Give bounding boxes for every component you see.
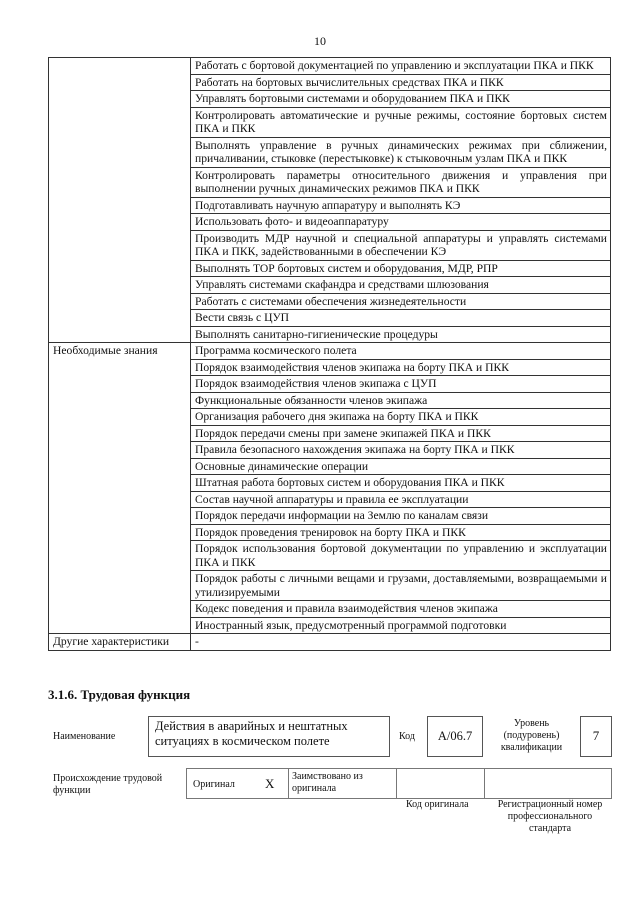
knowledge-item: Иностранный язык, предусмотренный программой подготовки <box>191 617 611 634</box>
skills-label <box>49 58 191 343</box>
name-label: Наименование <box>53 731 116 742</box>
skills-item: Производить МДР научной и специальной аппаратуры и управлять системами ПКА и ПКК, задействованными в обеспечении КЭ <box>191 230 611 260</box>
level-label: Уровень (подуровень) квалификации <box>500 718 563 753</box>
skills-item: Вести связь с ЦУП <box>191 310 611 327</box>
code-value: A/06.7 <box>437 729 473 743</box>
knowledge-label: Необходимые знания <box>49 343 191 634</box>
function-name-value: Действия в аварийных и нештатных ситуациях в космическом полете <box>155 719 348 748</box>
level-box <box>580 716 612 757</box>
knowledge-item: Правила безопасного нахождения экипажа на борту ПКА и ПКК <box>191 442 611 459</box>
skills-item: Работать на бортовых вычислительных средствах ПКА и ПКК <box>191 74 611 91</box>
knowledge-item: Порядок передачи информации на Землю по каналам связи <box>191 508 611 525</box>
skills-item: Использовать фото- и видеоаппаратуру <box>191 214 611 231</box>
reg-number-label: Регистрационный номер профессионального стандарта <box>497 799 603 834</box>
section-title: 3.1.6. Трудовая функция <box>48 687 191 702</box>
knowledge-item: Порядок использования бортовой документации по управлению и эксплуатации ПКА и ПКК <box>191 541 611 571</box>
table-row <box>49 634 611 651</box>
original-label: Оригинал <box>193 779 235 790</box>
skills-item: Управлять бортовыми системами и оборудованием ПКА и ПКК <box>191 91 611 108</box>
knowledge-item: Порядок передачи смены при замене экипажей ПКА и ПКК <box>191 425 611 442</box>
origin-label: Происхождение трудовой функции <box>53 773 163 796</box>
knowledge-item: Функциональные обязанности членов экипажа <box>191 392 611 409</box>
other-label: Другие характеристики <box>49 634 191 651</box>
knowledge-item: Порядок работы с личными вещами и грузами, доставляемыми, возвращаемыми и утилизируемыми <box>191 571 611 601</box>
skills-item: Выполнять санитарно-гигиенические процедуры <box>191 326 611 343</box>
knowledge-item: Порядок взаимодействия членов экипажа на борту ПКА и ПКК <box>191 359 611 376</box>
code-original-label: Код оригинала <box>406 799 469 810</box>
skills-item: Выполнять управление в ручных динамических режимах при сближении, причаливании, стыковке (перестыковке) к стыковочным узлам ПКА и ПКК <box>191 137 611 167</box>
table-row <box>49 343 611 360</box>
code-label: Код <box>399 731 415 742</box>
level-value: 7 <box>592 728 600 743</box>
original-mark: X <box>265 776 275 791</box>
knowledge-item: Программа космического полета <box>191 343 611 360</box>
knowledge-item: Кодекс поведения и правила взаимодействия членов экипажа <box>191 601 611 618</box>
skills-item: Работать с системами обеспечения жизнедеятельности <box>191 293 611 310</box>
knowledge-item: Организация рабочего дня экипажа на борту ПКА и ПКК <box>191 409 611 426</box>
knowledge-item: Основные динамические операции <box>191 458 611 475</box>
borrowed-label: Заимствовано из оригинала <box>292 771 363 794</box>
function-name-box <box>148 716 390 757</box>
knowledge-item: Штатная работа бортовых систем и оборудования ПКА и ПКК <box>191 475 611 492</box>
page-number: 10 <box>314 34 326 48</box>
knowledge-item: Порядок проведения тренировок на борту ПКА и ПКК <box>191 524 611 541</box>
skills-item: Управлять системами скафандра и средствами шлюзования <box>191 277 611 294</box>
knowledge-item: Состав научной аппаратуры и правила ее эксплуатации <box>191 491 611 508</box>
skills-item: Работать с бортовой документацией по управлению и эксплуатации ПКА и ПКК <box>191 58 611 75</box>
requirements-table <box>48 57 611 651</box>
skills-item: Контролировать автоматические и ручные режимы, состояние бортовых систем ПКА и ПКК <box>191 107 611 137</box>
table-row <box>49 58 611 75</box>
skills-item: Выполнять ТОР бортовых систем и оборудования, МДР, РПР <box>191 260 611 277</box>
knowledge-item: Порядок взаимодействия членов экипажа с ЦУП <box>191 376 611 393</box>
code-box <box>427 716 483 757</box>
skills-item: Контролировать параметры относительного движения и управления при выполнении ручных динамических режимов ПКА и ПКК <box>191 167 611 197</box>
origin-box <box>186 768 612 799</box>
skills-item: Подготавливать научную аппаратуру и выполнять КЭ <box>191 197 611 214</box>
other-value: - <box>191 634 611 651</box>
